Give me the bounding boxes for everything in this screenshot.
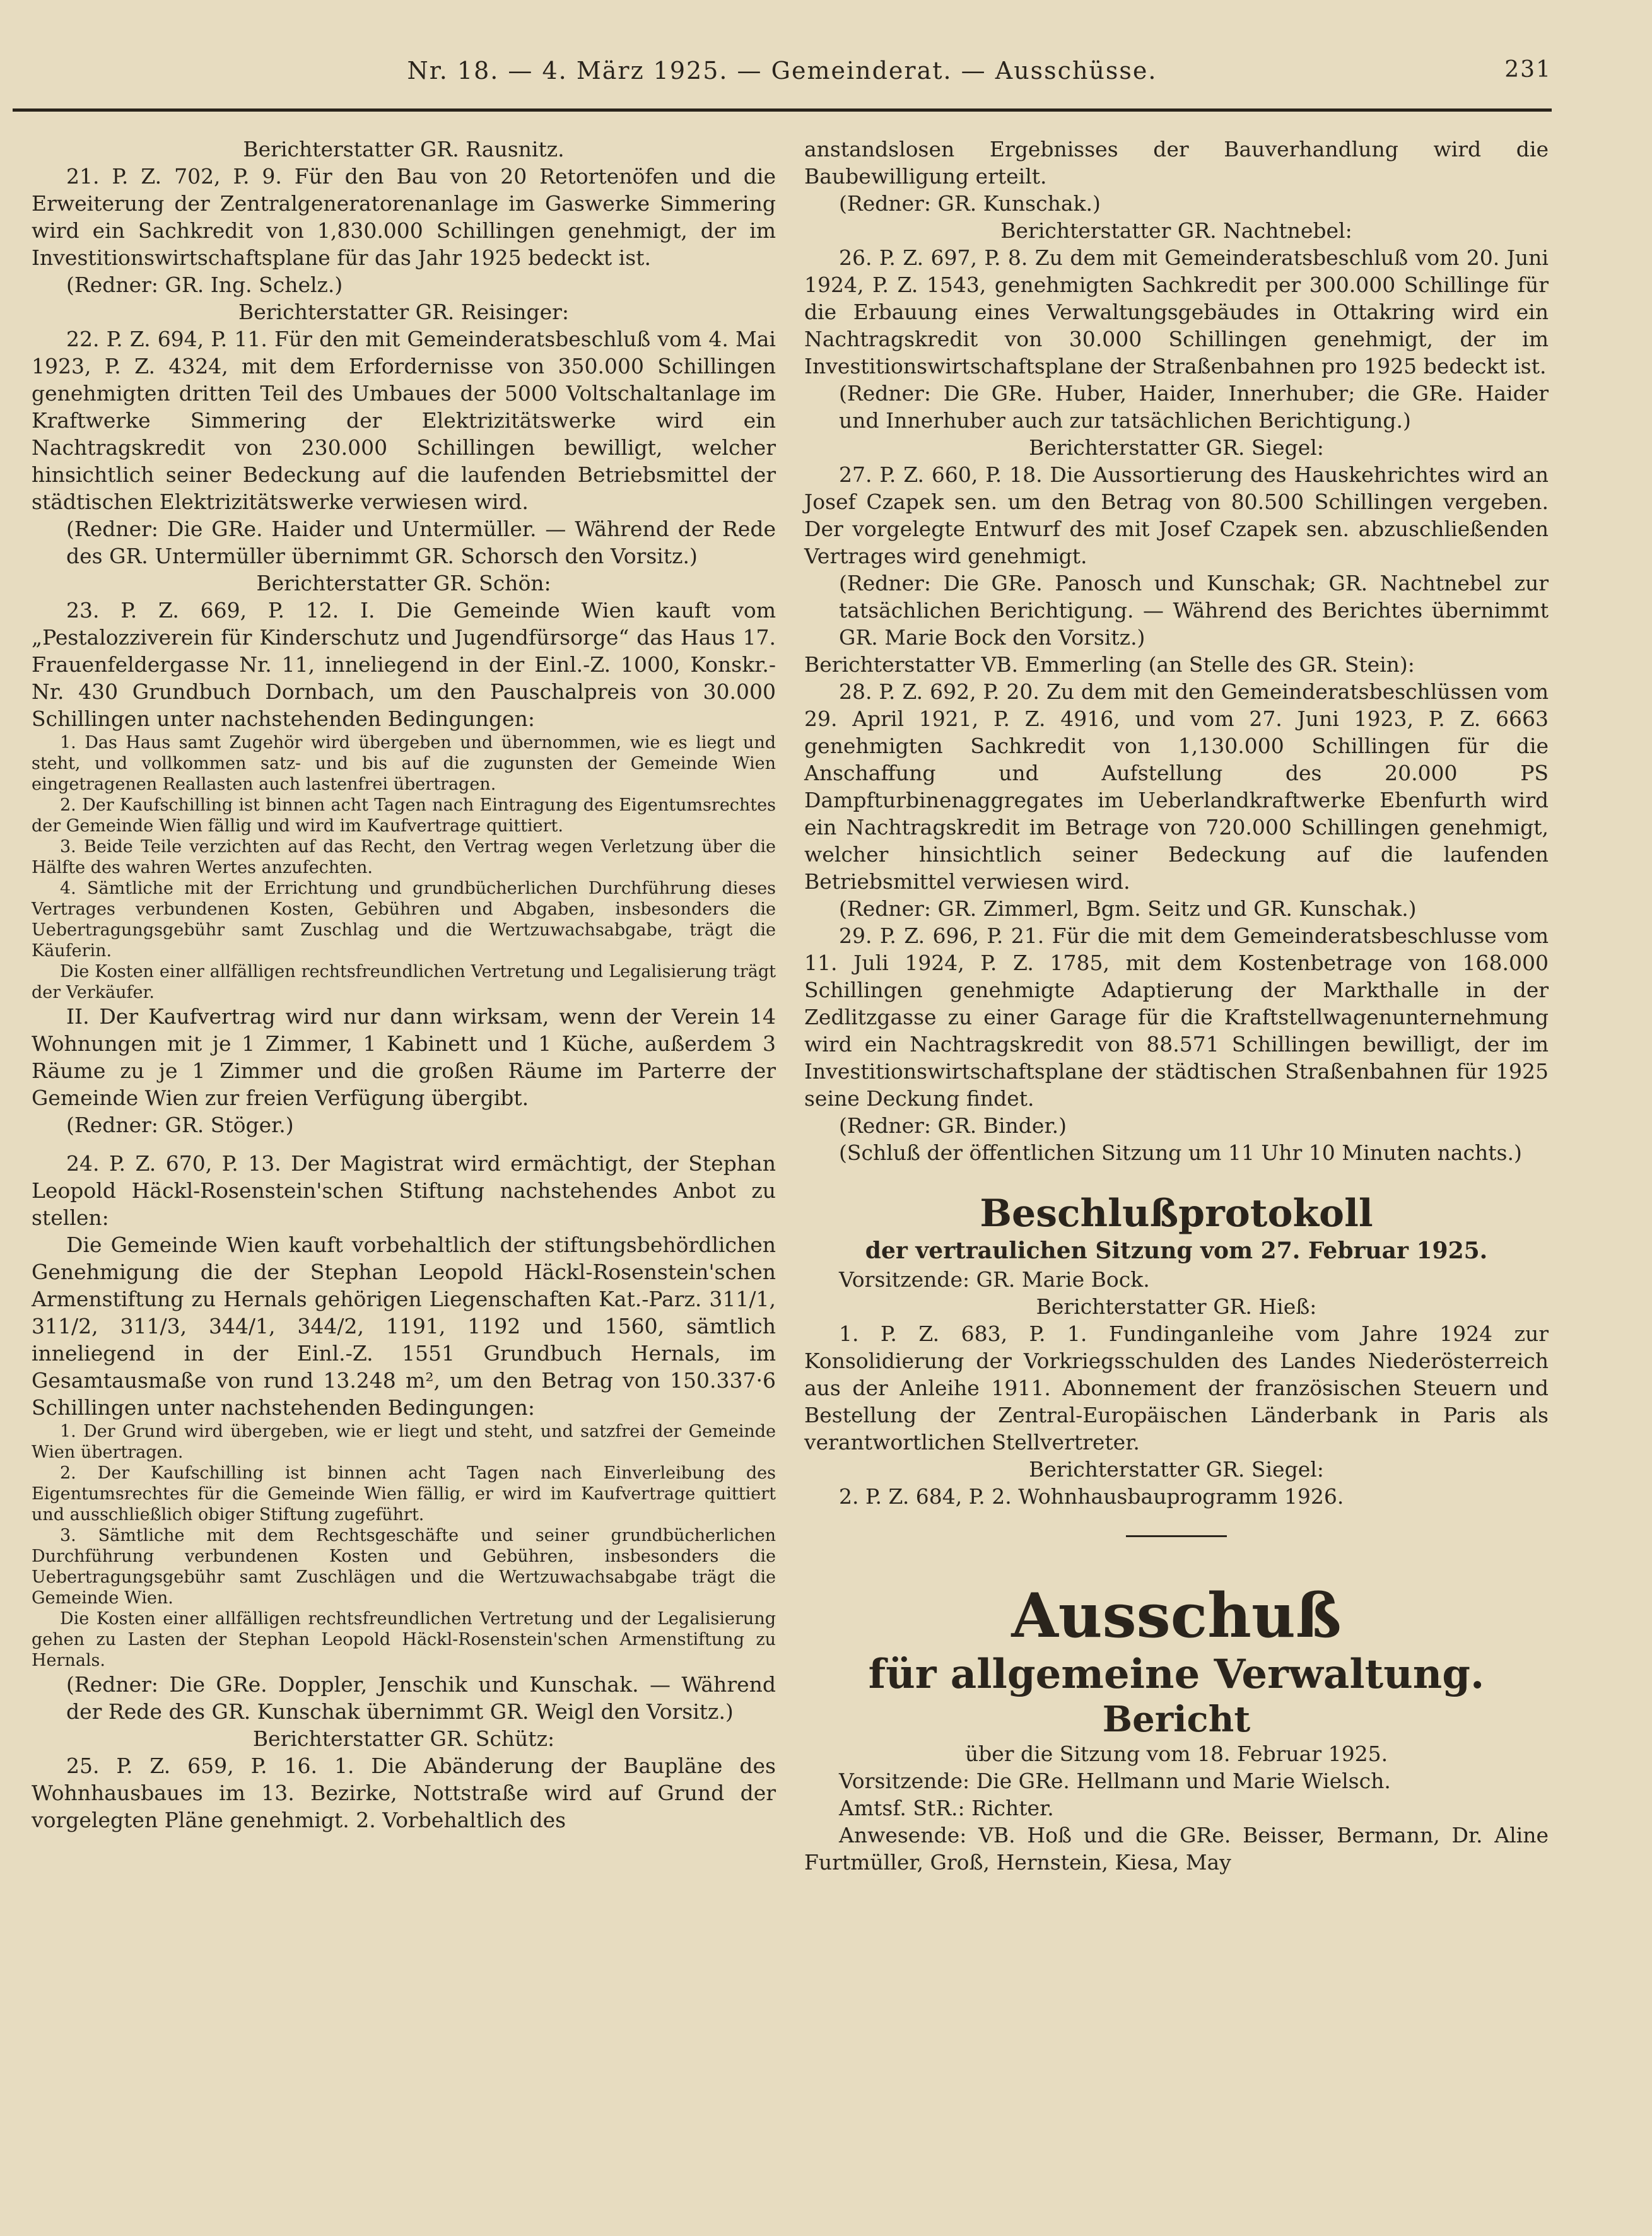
rapporteur-line: Berichterstatter GR. Schön: xyxy=(256,571,551,595)
agenda-item: 22. P. Z. 694, P. 11. Für den mit Gemeinderatsbeschluß vom 4. Mai 1923, P. Z. 4324, mit dem Erfordernisse von 350.000 Schillingen genehmigten dritten Teil des Umbaues der 5000 Voltschaltanlage im Kraftwerke Simmering der Elektrizitätswerke wird ein Nachtragskredit von 230.000 Schillingen bewilligt, welcher hinsichtlich seiner Bedeckung auf die laufenden Betriebsmittel der städtischen Elektrizitätswerke verwiesen wird. xyxy=(32,327,776,514)
report-date: über die Sitzung vom 18. Februar 1925. xyxy=(964,1741,1388,1766)
speakers-note: (Redner: GR. Binder.) xyxy=(839,1113,1067,1138)
text-line: anstandslosen Ergebnisses der Bauverhandlung wird die Baubewilligung erteilt. xyxy=(804,137,1549,189)
agenda-item: 21. P. Z. 702, P. 9. Für den Bau von 20 Retortenöfen und die Erweiterung der Zentralgeneratorenanlage im Gaswerke Simmering wird ein Sachkredit von 1,830.000 Schillingen genehmigt, der im Investitionswirtschaftsplane für das Jahr 1925 bedeckt ist. xyxy=(32,164,776,270)
speakers-note: (Redner: Die GRe. Haider und Untermüller. — Während der Rede des GR. Untermüller übernimmt GR. Schorsch den Vorsitz.) xyxy=(66,517,776,568)
condition-item: Die Kosten einer allfälligen rechtsfreundlichen Vertretung und der Legalisierung gehen zu Lasten der Stephan Leopold Häckl-Rosenstein'schen Armenstiftung zu Hernals. xyxy=(32,1609,776,1670)
rapporteur-line: Berichterstatter GR. Nachtnebel: xyxy=(1000,218,1352,243)
agenda-item: Die Gemeinde Wien kauft vorbehaltlich der stiftungsbehördlichen Genehmigung die der Stephan Leopold Häckl-Rosenstein'schen Armenstiftung zu Hernals gehörigen Liegenschaften Kat.-Parz. 311/1, 311/2, 311/3, 344/1, 344/2, 1191, 1192 und 1560, sämtlich inneliegend in der Einl.-Z. 1551 Grundbuch Hernals, im Gesamtausmaße von rund 13.248 m², um den Betrag von 150.337·6 Schillingen unter nachstehenden Bedingungen: xyxy=(32,1232,776,1420)
protocol-subtitle: der vertraulichen Sitzung vom 27. Februar 1925. xyxy=(865,1238,1488,1264)
right-flow xyxy=(804,136,1549,1166)
condition-item: 1. Das Haus samt Zugehör wird übergeben und übernommen, wie es liegt und steht, und vollkommen satz- und bis auf die zugunsten der Gemeinde Wien eingetragenen Reallasten auch lastenfrei übertragen. xyxy=(32,733,776,794)
rapporteur-line: Berichterstatter GR. Schütz: xyxy=(252,1726,555,1751)
speakers-note: (Redner: Die GRe. Doppler, Jenschik und Kunschak. — Während der Rede des GR. Kunschak übernimmt GR. Weigl den Vorsitz.) xyxy=(66,1672,776,1724)
protocol-chair: Vorsitzende: GR. Marie Bock. xyxy=(839,1267,1150,1292)
speakers-note: (Redner: Die GRe. Panosch und Kunschak; GR. Nachtnebel zur tatsächlichen Berichtigung. — Während des Berichtes übernimmt GR. Marie Bock den Vorsitz.) xyxy=(839,571,1549,650)
protocol-item-1: 1. P. Z. 683, P. 1. Fundinganleihe vom Jahre 1924 zur Konsolidierung der Vorkriegsschulden des Landes Niederösterreich aus der Anleihe 1911. Abonnement der französischen Steuern und Bestellung der Zentral-Europäischen Länderbank in Paris als verantwortlichen Stellvertreter. xyxy=(804,1321,1549,1455)
condition-item: Die Kosten einer allfälligen rechtsfreundlichen Vertretung und Legalisierung trägt der Verkäufer. xyxy=(32,962,776,1002)
protocol-title: Beschlußprotokoll xyxy=(980,1191,1373,1236)
rapporteur-line: Berichterstatter GR. Reisinger: xyxy=(238,300,569,324)
committee-subtitle: für allgemeine Verwaltung. xyxy=(868,1651,1485,1698)
section-divider xyxy=(1126,1535,1227,1537)
text-line: Berichterstatter VB. Emmerling (an Stelle des GR. Stein): xyxy=(804,652,1415,677)
agenda-item: 28. P. Z. 692, P. 20. Zu dem mit den Gemeinderatsbeschlüssen vom 29. April 1921, P. Z. 4916, und vom 27. Juni 1923, P. Z. 6663 genehmigten Sachkredit von 1,130.000 Schillingen für die Anschaffung und Aufstellung des 20.000 PS Dampfturbinenaggregates im Ueberlandkraftwerke Ebenfurth wird ein Nachtragskredit im Betrage von 720.000 Schillingen genehmigt, welcher hinsichtlich seiner Bedeckung auf die laufenden Betriebsmittel verwiesen wird. xyxy=(804,679,1549,894)
report-heading: Bericht xyxy=(1102,1699,1251,1740)
speakers-note: (Redner: GR. Kunschak.) xyxy=(839,191,1101,216)
speakers-note: (Redner: GR. Stöger.) xyxy=(66,1113,294,1137)
condition-item: 3. Beide Teile verzichten auf das Recht, den Vertrag wegen Verletzung über die Hälfte des wahren Wertes anzufechten. xyxy=(32,837,776,877)
agenda-item: 25. P. Z. 659, P. 16. 1. Die Abänderung der Baupläne des Wohnhausbaues im 13. Bezirke, Nottstraße wird auf Grund der vorgelegten Pläne genehmigt. 2. Vorbehaltlich des xyxy=(32,1753,776,1832)
speakers-note: (Redner: GR. Ing. Schelz.) xyxy=(66,272,343,297)
protocol-rapporteur-1: Berichterstatter GR. Hieß: xyxy=(1036,1294,1317,1319)
agenda-item: II. Der Kaufvertrag wird nur dann wirksam, wenn der Verein 14 Wohnungen mit je 1 Zimmer, 1 Kabinett und 1 Küche, außerdem 3 Räume zu je 1 Zimmer und die großen Räume im Parterre der Gemeinde Wien zur freien Verfügung übergibt. xyxy=(32,1004,776,1110)
report-amtsf: Amtsf. StR.: Richter. xyxy=(839,1796,1054,1820)
agenda-item: 27. P. Z. 660, P. 18. Die Aussortierung des Hauskehrichtes wird an Josef Czapek sen. um den Betrag von 80.500 Schillingen vergeben. Der vorgelegte Entwurf des mit Josef Czapek sen. abzuschließenden Vertrages wird genehmigt. xyxy=(804,462,1549,568)
speakers-note: (Redner: Die GRe. Huber, Haider, Innerhuber; die GRe. Haider und Innerhuber auch zur tatsächlichen Berichtigung.) xyxy=(839,381,1549,433)
agenda-item: 29. P. Z. 696, P. 21. Für die mit dem Gemeinderatsbeschlusse vom 11. Juli 1924, P. Z. 1785, mit dem Kostenbetrage von 168.000 Schillingen genehmigte Adaptierung der Markthalle in der Zedlitzgasse zu einer Garage für die Kraftstellwagenunternehmung wird ein Nachtragskredit von 88.571 Schillingen bewilligt, der im Investitionswirtschaftsplane der städtischen Straßenbahnen für 1925 seine Deckung findet. xyxy=(804,923,1549,1111)
agenda-item: 23. P. Z. 669, P. 12. I. Die Gemeinde Wien kauft vom „Pestalozziverein für Kinderschutz und Jugendfürsorge“ das Haus 17. Frauenfeldergasse Nr. 11, inneliegend in der Einl.-Z. 1000, Konskr.-Nr. 430 Grundbuch Dornbach, um den Pauschalpreis von 30.000 Schillingen unter nachstehenden Bedingungen: xyxy=(32,598,776,731)
protocol-item-2: 2. P. Z. 684, P. 2. Wohnhausbauprogramm 1926. xyxy=(839,1484,1344,1509)
protocol-rapporteur-2: Berichterstatter GR. Siegel: xyxy=(1029,1457,1324,1482)
rapporteur-line: Berichterstatter GR. Siegel: xyxy=(1029,435,1324,460)
header-rule xyxy=(13,108,1552,112)
spacer xyxy=(32,1138,776,1150)
page-number: 231 xyxy=(1504,57,1552,83)
agenda-item: 26. P. Z. 697, P. 8. Zu dem mit Gemeinderatsbeschluß vom 20. Juni 1924, P. Z. 1543, genehmigten Sachkredit per 300.000 Schillinge für die Erbauung eines Verwaltungsgebäudes in Ottakring wird ein Nachtragskredit von 30.000 Schillingen genehmigt, der im Investitionswirtschaftsplane der Straßenbahnen pro 1925 bedeckt ist. xyxy=(804,245,1549,378)
conditions-list xyxy=(32,732,776,1003)
conditions-list xyxy=(32,1421,776,1671)
header-title: Nr. 18. — 4. März 1925. — Gemeinderat. — Ausschüsse. xyxy=(407,57,1157,85)
speakers-note: (Redner: GR. Zimmerl, Bgm. Seitz und GR. Kunschak.) xyxy=(839,896,1417,921)
agenda-item: 24. P. Z. 670, P. 13. Der Magistrat wird ermächtigt, der Stephan Leopold Häckl-Rosenstein'schen Stiftung nachstehendes Anbot zu stellen: xyxy=(32,1151,776,1230)
left-column xyxy=(32,136,776,1834)
right-column xyxy=(804,136,1549,1876)
agenda-item: (Schluß der öffentlichen Sitzung um 11 Uhr 10 Minuten nachts.) xyxy=(839,1140,1522,1165)
condition-item: 1. Der Grund wird übergeben, wie er liegt und steht, und satzfrei der Gemeinde Wien übertragen. xyxy=(32,1422,776,1462)
report-chairs: Vorsitzende: Die GRe. Hellmann und Marie Wielsch. xyxy=(839,1769,1391,1793)
committee-title: Ausschuß xyxy=(1011,1580,1342,1651)
page-header xyxy=(13,57,1552,107)
report-present: Anwesende: VB. Hoß und die GRe. Beisser, Bermann, Dr. Aline Furtmüller, Groß, Hernstein, Kiesa, May xyxy=(804,1823,1549,1875)
condition-item: 2. Der Kaufschilling ist binnen acht Tagen nach Eintragung des Eigentumsrechtes der Gemeinde Wien fällig und wird im Kaufvertrage quittiert. xyxy=(32,795,776,836)
condition-item: 2. Der Kaufschilling ist binnen acht Tagen nach Einverleibung des Eigentumsrechtes für die Gemeinde Wien fällig, er wird im Kaufvertrage quittiert und ausschließlich obiger Stiftung zugeführt. xyxy=(32,1463,776,1525)
condition-item: 4. Sämtliche mit der Errichtung und grundbücherlichen Durchführung dieses Vertrages verbundenen Kosten, Gebühren und Abgaben, insbesonders die Uebertragungsgebühr samt Zuschlag und die Wertzuwachsabgabe, trägt die Käuferin. xyxy=(32,879,776,961)
rapporteur-line: Berichterstatter GR. Rausnitz. xyxy=(243,137,565,161)
condition-item: 3. Sämtliche mit dem Rechtsgeschäfte und seiner grundbücherlichen Durchführung verbundenen Kosten und Gebühren, insbesonders die Uebertragungsgebühr samt Zuschlägen und die Wertzuwachsabgabe trägt die Gemeinde Wien. xyxy=(32,1526,776,1608)
